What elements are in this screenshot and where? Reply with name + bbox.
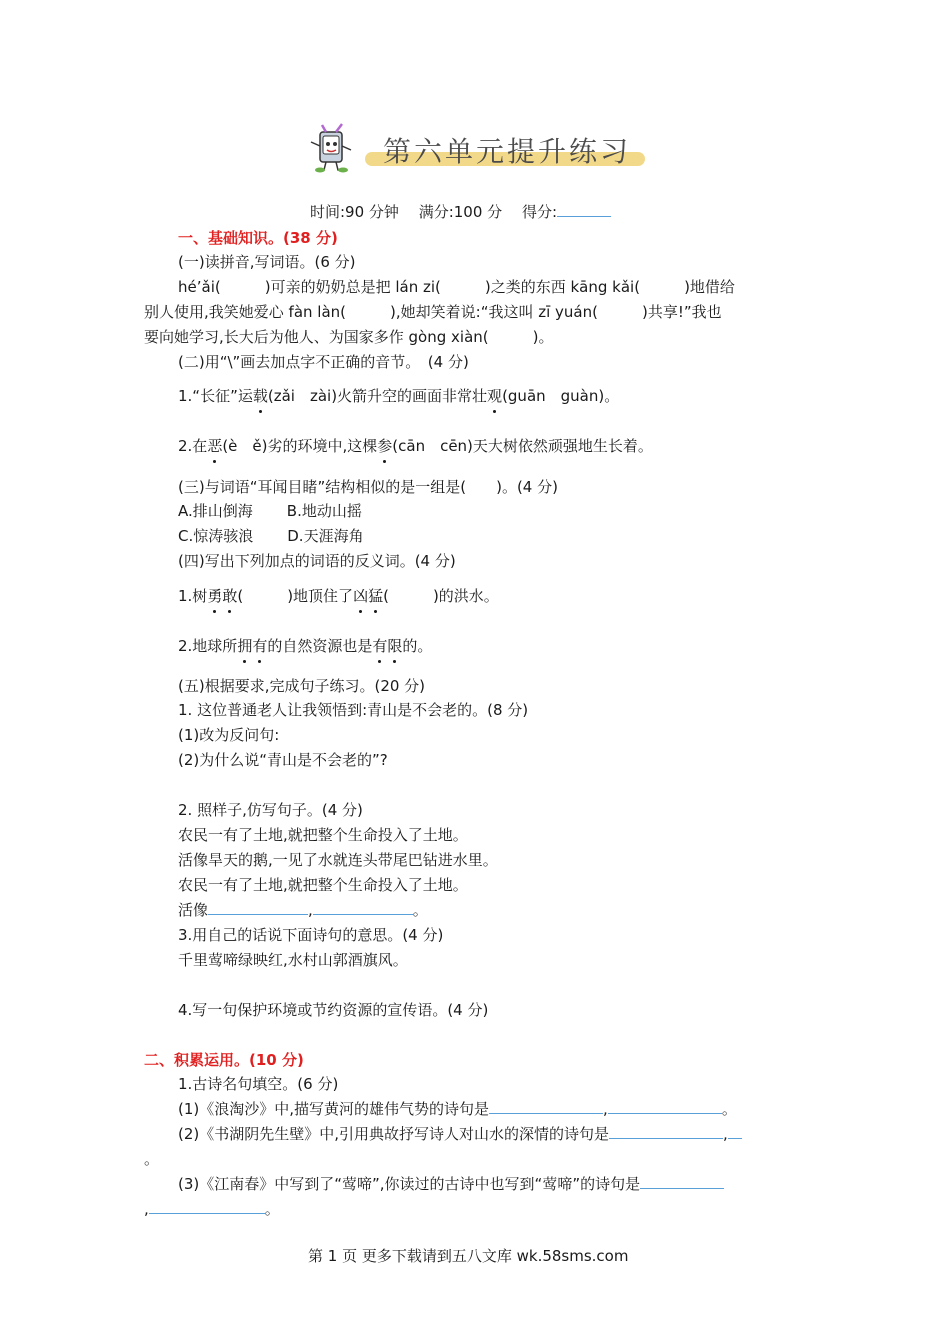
sec2-q1-a — [178, 1099, 737, 1119]
text: 别人使用,我笑她爱心 fàn làn( — [144, 303, 347, 321]
title-banner — [365, 134, 645, 170]
dotted-char: 拥 — [237, 637, 253, 655]
meta-time: 时间:90 分钟 — [310, 203, 399, 221]
imitation-line — [178, 900, 428, 920]
option-a[interactable]: A.排山倒海 — [178, 502, 253, 520]
dotted-char: 有 — [252, 637, 268, 655]
dotted-char: 参 — [377, 437, 393, 455]
cartoon-mascot-icon — [306, 122, 358, 174]
part-2-q1 — [178, 386, 619, 406]
option-b[interactable]: B.地动山摇 — [286, 502, 362, 520]
fill-blank[interactable] — [149, 1199, 265, 1214]
text: ( — [383, 587, 389, 605]
text: (cān cēn)天大树依然顽强地生长着。 — [392, 437, 653, 455]
part-5-q1: 1. 这位普通老人让我领悟到:青山是不会老的。(8 分) — [178, 701, 529, 719]
text: )地顶住了 — [287, 587, 354, 605]
text: 的自然资源也是 — [267, 637, 373, 655]
text: )的洪水。 — [432, 587, 499, 605]
page-footer: 第 1 页 更多下载请到五八文库 wk.58sms.com — [308, 1247, 629, 1265]
text: , — [144, 1200, 149, 1218]
dotted-char: 恶 — [207, 437, 223, 455]
text: 要向她学习,长大后为他人、为国家多作 gòng xiàn( — [144, 328, 489, 346]
pinyin-line-3 — [144, 327, 554, 347]
text: 。 — [264, 1200, 280, 1218]
text: , — [308, 901, 313, 919]
meta-score-label: 得分: — [521, 203, 557, 221]
text: )之类的东西 kāng kǎi( — [484, 278, 641, 296]
sec2-q1-b — [178, 1124, 742, 1144]
part-4-q2 — [178, 636, 432, 656]
fill-blank[interactable] — [489, 1099, 603, 1114]
text: )共享!”我也 — [641, 303, 722, 321]
part-5-q1-sub2: (2)为什么说“青山是不会老的”? — [178, 751, 388, 769]
part-2-label: (二)用“\”画去加点字不正确的音节。 (4 分) — [178, 353, 469, 371]
part-1-label: (一)读拼音,写词语。(6 分) — [178, 253, 356, 271]
text: (2)《书湖阴先生壁》中,引用典故抒写诗人对山水的深情的诗句是 — [178, 1125, 610, 1143]
part-5-q1-sub1: (1)改为反问句: — [178, 726, 280, 744]
example-line-3: 农民一有了土地,就把整个生命投入了土地。 — [178, 876, 468, 894]
fill-blank[interactable] — [609, 1124, 723, 1139]
part-5-label: (五)根据要求,完成句子练习。(20 分) — [178, 677, 426, 695]
fill-blank[interactable] — [313, 900, 413, 915]
text: 的。 — [402, 637, 433, 655]
pinyin-line-2 — [144, 302, 722, 322]
text: )。 — [532, 328, 554, 346]
text: 。 — [412, 901, 428, 919]
exam-meta — [310, 202, 611, 222]
dotted-char: 凶 — [353, 587, 369, 605]
text: (3)《江南春》中写到了“莺啼”,你读过的古诗中也写到“莺啼”的诗句是 — [178, 1175, 641, 1193]
text: ),她却笑着说:“我这叫 zī yuán( — [390, 303, 598, 321]
text: (zǎi zài)火箭升空的画面非常壮 — [267, 387, 488, 405]
pinyin-line-1 — [178, 277, 735, 297]
dotted-char: 猛 — [368, 587, 384, 605]
fill-blank[interactable] — [728, 1124, 742, 1139]
dotted-char: 观 — [487, 387, 503, 405]
example-line-2: 活像旱天的鹅,一见了水就连头带尾巴钻进水里。 — [178, 851, 498, 869]
part-5-q2: 2. 照样子,仿写句子。(4 分) — [178, 801, 363, 819]
sec2-q1-b-end: 。 — [144, 1150, 160, 1168]
option-c[interactable]: C.惊涛骇浪 — [178, 527, 254, 545]
part-5-q4: 4.写一句保护环境或节约资源的宣传语。(4 分) — [178, 1001, 489, 1019]
poem-line: 千里莺啼绿映红,水村山郭酒旗风。 — [178, 951, 408, 969]
text: 。 — [721, 1100, 737, 1118]
text: 1.树 — [178, 587, 208, 605]
dotted-char: 敢 — [222, 587, 238, 605]
part-5-q3: 3.用自己的话说下面诗句的意思。(4 分) — [178, 926, 444, 944]
sec2-q1-c-cont — [144, 1199, 280, 1219]
part-2-q2 — [178, 436, 653, 456]
dotted-char: 限 — [387, 637, 403, 655]
text: 1.“长征”运 — [178, 387, 253, 405]
text: (è ě)劣的环境中,这棵 — [222, 437, 378, 455]
part-3-label: (三)与词语“耳闻目睹”结构相似的是一组是( )。(4 分) — [178, 478, 558, 496]
dotted-char: 有 — [372, 637, 388, 655]
part-3-options-row-2 — [178, 526, 364, 546]
text: 活像 — [178, 901, 209, 919]
sec2-q1: 1.古诗名句填空。(6 分) — [178, 1075, 339, 1093]
page-title: 第六单元提升练习 — [383, 135, 632, 168]
section-2-heading: 二、积累运用。(10 分) — [144, 1051, 304, 1069]
text: (1)《浪淘沙》中,描写黄河的雄伟气势的诗句是 — [178, 1100, 490, 1118]
text: 2.地球所 — [178, 637, 238, 655]
sec2-q1-c — [178, 1174, 724, 1194]
text: , — [723, 1125, 728, 1143]
example-line-1: 农民一有了土地,就把整个生命投入了土地。 — [178, 826, 468, 844]
text: (guān guàn)。 — [502, 387, 620, 405]
text: , — [603, 1100, 608, 1118]
fill-blank[interactable] — [608, 1099, 722, 1114]
text: hé’ǎi( — [178, 278, 221, 296]
text: )可亲的奶奶总是把 lán zi( — [264, 278, 441, 296]
fill-blank[interactable] — [640, 1174, 724, 1189]
score-blank[interactable] — [557, 202, 611, 217]
dotted-char: 载 — [252, 387, 268, 405]
dotted-char: 勇 — [207, 587, 223, 605]
fill-blank[interactable] — [208, 900, 308, 915]
text: )地借给 — [684, 278, 735, 296]
part-3-options-row-1 — [178, 501, 362, 521]
part-4-q1 — [178, 586, 499, 606]
text: ( — [237, 587, 244, 605]
meta-full-score: 满分:100 分 — [418, 203, 503, 221]
part-4-label: (四)写出下列加点的词语的反义词。(4 分) — [178, 552, 456, 570]
option-d[interactable]: D.天涯海角 — [287, 527, 364, 545]
section-1-heading: 一、基础知识。(38 分) — [178, 229, 338, 247]
text: 2.在 — [178, 437, 208, 455]
